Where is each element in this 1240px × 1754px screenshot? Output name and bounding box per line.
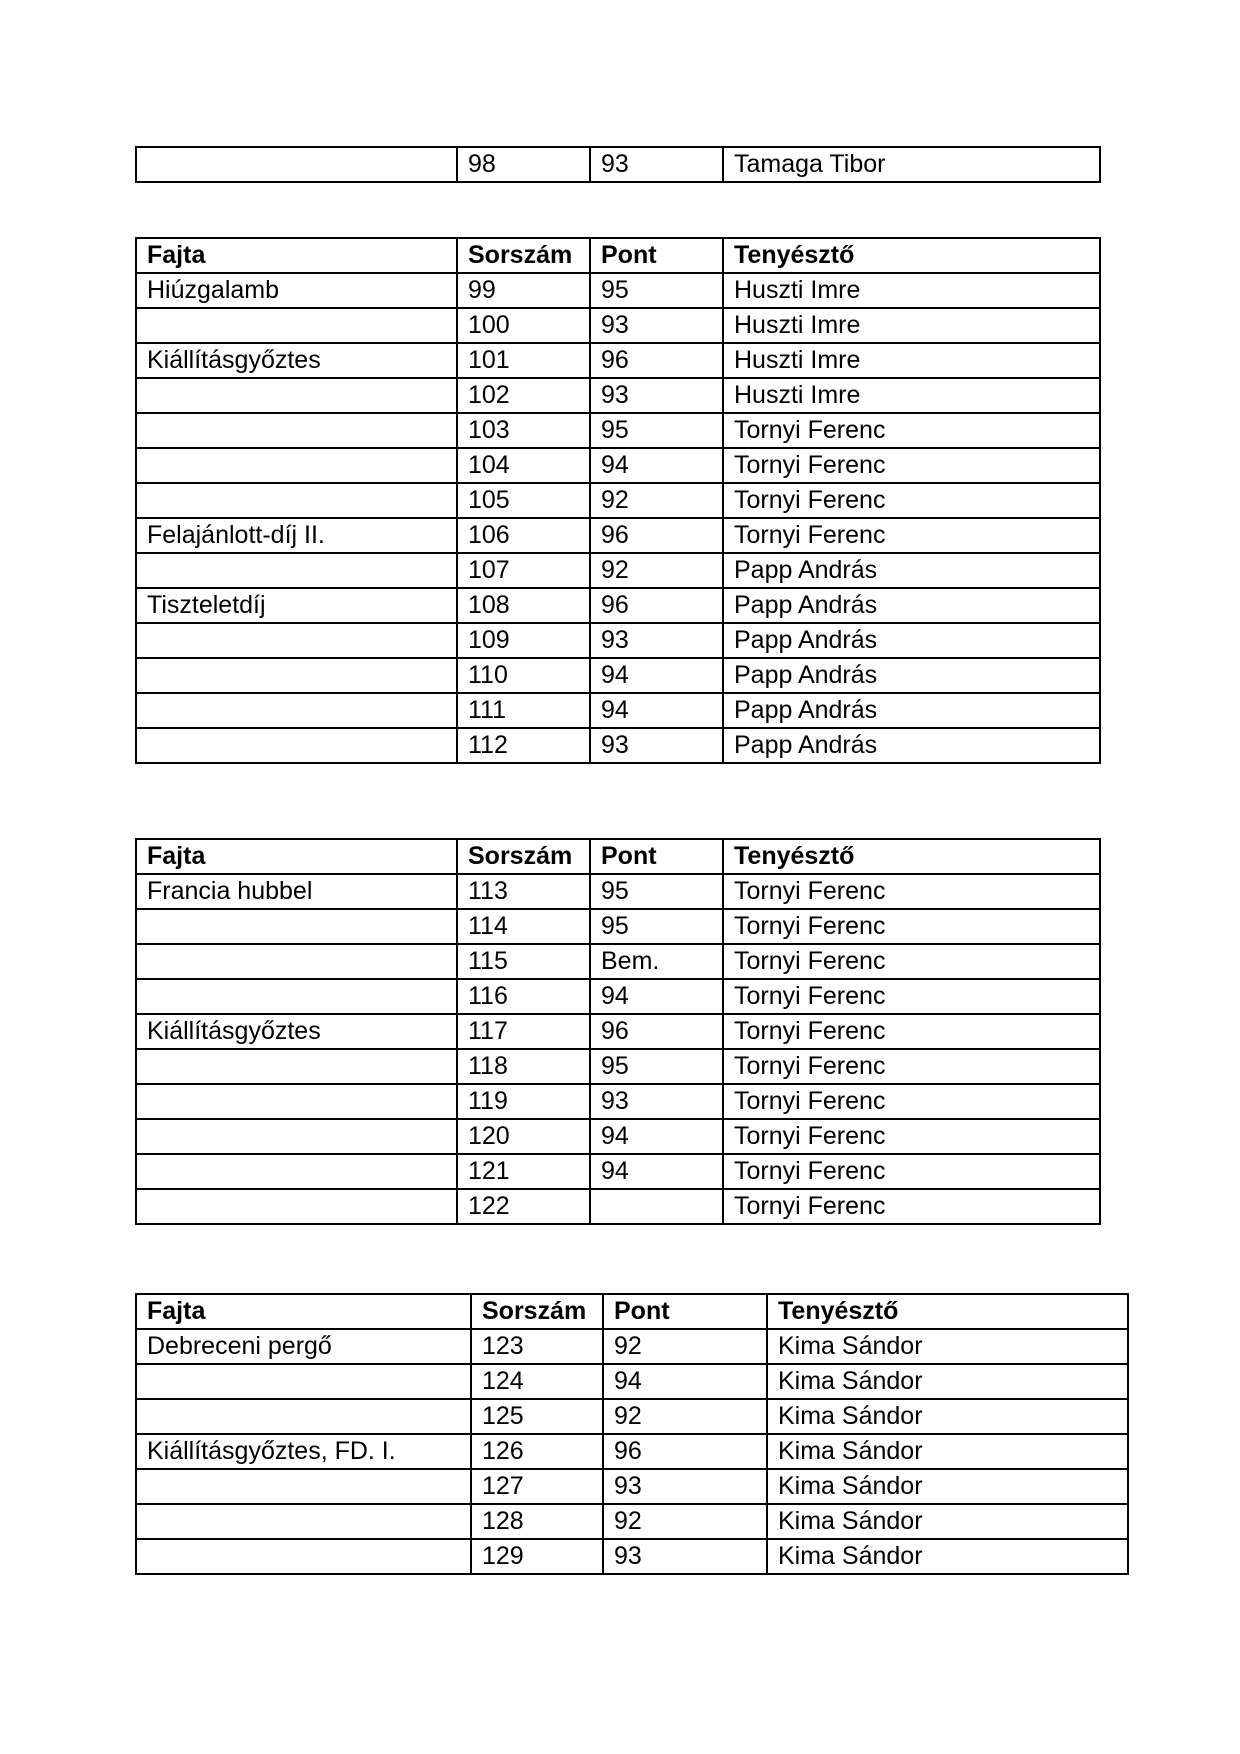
breed-header: Fajta [136, 839, 457, 874]
breeder-cell: Tamaga Tibor [723, 147, 1100, 182]
table-row [136, 1504, 1128, 1539]
points-cell: 92 [590, 483, 723, 518]
table-row [136, 518, 1100, 553]
table-row [136, 623, 1100, 658]
breed-cell [136, 1504, 471, 1539]
number-cell: 99 [457, 273, 590, 308]
breeder-cell: Tornyi Ferenc [723, 448, 1100, 483]
breeder-header: Tenyésztő [767, 1294, 1128, 1329]
breeder-cell: Tornyi Ferenc [723, 1049, 1100, 1084]
points-header: Pont [603, 1294, 767, 1329]
breeder-cell: Tornyi Ferenc [723, 944, 1100, 979]
table-row [136, 1189, 1100, 1224]
points-cell: 96 [590, 588, 723, 623]
points-cell: 92 [603, 1504, 767, 1539]
points-cell: 94 [590, 1154, 723, 1189]
table-row [136, 378, 1100, 413]
breeder-cell: Papp András [723, 728, 1100, 763]
number-cell: 114 [457, 909, 590, 944]
table-row [136, 944, 1100, 979]
points-cell: 95 [590, 1049, 723, 1084]
breeder-cell: Huszti Imre [723, 343, 1100, 378]
number-cell: 113 [457, 874, 590, 909]
points-cell: 95 [590, 273, 723, 308]
number-cell: 125 [471, 1399, 603, 1434]
number-cell: 115 [457, 944, 590, 979]
points-cell: 94 [590, 1119, 723, 1154]
number-cell: 117 [457, 1014, 590, 1049]
breed-cell [136, 147, 457, 182]
number-cell: 101 [457, 343, 590, 378]
breeder-cell: Kima Sándor [767, 1364, 1128, 1399]
points-cell: 93 [590, 623, 723, 658]
points-cell: 93 [603, 1469, 767, 1504]
breeder-cell: Tornyi Ferenc [723, 1119, 1100, 1154]
breeder-cell: Kima Sándor [767, 1504, 1128, 1539]
number-cell: 123 [471, 1329, 603, 1364]
breed-cell: Kiállításgyőztes [136, 1014, 457, 1049]
table-row [136, 588, 1100, 623]
breed-header: Fajta [136, 1294, 471, 1329]
breed-cell [136, 1539, 471, 1574]
breeder-cell: Papp András [723, 623, 1100, 658]
number-cell: 108 [457, 588, 590, 623]
table-row [136, 728, 1100, 763]
breed-cell [136, 553, 457, 588]
table-row [136, 1539, 1128, 1574]
results-table-2 [135, 237, 1101, 764]
number-header: Sorszám [457, 238, 590, 273]
breeder-header: Tenyésztő [723, 238, 1100, 273]
breed-cell [136, 909, 457, 944]
breeder-cell: Papp András [723, 553, 1100, 588]
number-cell: 103 [457, 413, 590, 448]
table-row [136, 553, 1100, 588]
breed-cell: Kiállításgyőztes [136, 343, 457, 378]
points-cell: 95 [590, 413, 723, 448]
number-cell: 122 [457, 1189, 590, 1224]
number-cell: 106 [457, 518, 590, 553]
breed-cell [136, 1119, 457, 1154]
results-table-1 [135, 146, 1101, 183]
table-row [136, 1469, 1128, 1504]
breed-cell [136, 1399, 471, 1434]
table-row [136, 343, 1100, 378]
table-header-row [136, 1294, 1128, 1329]
table-row [136, 147, 1100, 182]
breed-cell [136, 658, 457, 693]
points-cell: 96 [590, 343, 723, 378]
number-cell: 100 [457, 308, 590, 343]
table-row [136, 979, 1100, 1014]
table-row [136, 308, 1100, 343]
points-cell: 94 [590, 658, 723, 693]
table-row [136, 1084, 1100, 1119]
number-header: Sorszám [457, 839, 590, 874]
results-table-4 [135, 1293, 1129, 1575]
points-cell: Bem. [590, 944, 723, 979]
points-cell: 96 [590, 518, 723, 553]
points-cell [590, 1189, 723, 1224]
breeder-cell: Kima Sándor [767, 1539, 1128, 1574]
breed-header: Fajta [136, 238, 457, 273]
table-row [136, 1329, 1128, 1364]
points-cell: 95 [590, 909, 723, 944]
breeder-cell: Kima Sándor [767, 1399, 1128, 1434]
breeder-cell: Huszti Imre [723, 273, 1100, 308]
points-cell: 94 [590, 979, 723, 1014]
table-row [136, 448, 1100, 483]
breed-cell [136, 483, 457, 518]
breed-cell [136, 448, 457, 483]
points-cell: 93 [603, 1539, 767, 1574]
breed-cell: Felajánlott-díj II. [136, 518, 457, 553]
number-cell: 110 [457, 658, 590, 693]
points-header: Pont [590, 238, 723, 273]
table-row [136, 1014, 1100, 1049]
number-cell: 98 [457, 147, 590, 182]
points-cell: 93 [590, 728, 723, 763]
number-cell: 127 [471, 1469, 603, 1504]
breeder-cell: Huszti Imre [723, 378, 1100, 413]
number-cell: 129 [471, 1539, 603, 1574]
breeder-header: Tenyésztő [723, 839, 1100, 874]
breeder-cell: Tornyi Ferenc [723, 483, 1100, 518]
points-cell: 93 [590, 147, 723, 182]
breed-cell [136, 413, 457, 448]
breed-cell [136, 308, 457, 343]
breeder-cell: Kima Sándor [767, 1329, 1128, 1364]
points-cell: 95 [590, 874, 723, 909]
number-cell: 105 [457, 483, 590, 518]
number-cell: 107 [457, 553, 590, 588]
breed-cell: Debreceni pergő [136, 1329, 471, 1364]
points-cell: 92 [603, 1399, 767, 1434]
breed-cell [136, 378, 457, 413]
table-row [136, 1154, 1100, 1189]
points-cell: 93 [590, 1084, 723, 1119]
breeder-cell: Kima Sándor [767, 1469, 1128, 1504]
points-cell: 96 [603, 1434, 767, 1469]
breeder-cell: Tornyi Ferenc [723, 874, 1100, 909]
breeder-cell: Tornyi Ferenc [723, 1154, 1100, 1189]
breeder-cell: Tornyi Ferenc [723, 979, 1100, 1014]
points-cell: 94 [590, 448, 723, 483]
table-row [136, 909, 1100, 944]
breed-cell: Kiállításgyőztes, FD. I. [136, 1434, 471, 1469]
table-row [136, 693, 1100, 728]
table-row [136, 1399, 1128, 1434]
table-row [136, 413, 1100, 448]
number-cell: 116 [457, 979, 590, 1014]
number-cell: 104 [457, 448, 590, 483]
breeder-cell: Tornyi Ferenc [723, 909, 1100, 944]
table-row [136, 1434, 1128, 1469]
breeder-cell: Tornyi Ferenc [723, 518, 1100, 553]
breeder-cell: Tornyi Ferenc [723, 1014, 1100, 1049]
number-cell: 118 [457, 1049, 590, 1084]
table-row [136, 273, 1100, 308]
points-cell: 93 [590, 308, 723, 343]
points-cell: 94 [590, 693, 723, 728]
breeder-cell: Tornyi Ferenc [723, 1084, 1100, 1119]
number-cell: 112 [457, 728, 590, 763]
breeder-cell: Tornyi Ferenc [723, 413, 1100, 448]
points-cell: 93 [590, 378, 723, 413]
table-row [136, 658, 1100, 693]
breed-cell [136, 1049, 457, 1084]
breed-cell [136, 1154, 457, 1189]
results-table-3 [135, 838, 1101, 1225]
number-cell: 124 [471, 1364, 603, 1399]
number-cell: 119 [457, 1084, 590, 1119]
breed-cell [136, 979, 457, 1014]
points-cell: 94 [603, 1364, 767, 1399]
number-cell: 102 [457, 378, 590, 413]
breed-cell [136, 1084, 457, 1119]
table-row [136, 1364, 1128, 1399]
table-row [136, 1119, 1100, 1154]
table-row [136, 1049, 1100, 1084]
number-cell: 120 [457, 1119, 590, 1154]
breeder-cell: Tornyi Ferenc [723, 1189, 1100, 1224]
breed-cell [136, 623, 457, 658]
breed-cell [136, 944, 457, 979]
table-header-row [136, 839, 1100, 874]
breeder-cell: Kima Sándor [767, 1434, 1128, 1469]
number-cell: 126 [471, 1434, 603, 1469]
points-header: Pont [590, 839, 723, 874]
points-cell: 92 [590, 553, 723, 588]
points-cell: 92 [603, 1329, 767, 1364]
number-cell: 128 [471, 1504, 603, 1539]
breed-cell: Tiszteletdíj [136, 588, 457, 623]
breeder-cell: Papp András [723, 693, 1100, 728]
table-row [136, 874, 1100, 909]
number-cell: 121 [457, 1154, 590, 1189]
breeder-cell: Papp András [723, 588, 1100, 623]
number-cell: 111 [457, 693, 590, 728]
table-row [136, 483, 1100, 518]
number-header: Sorszám [471, 1294, 603, 1329]
number-cell: 109 [457, 623, 590, 658]
breed-cell [136, 1469, 471, 1504]
points-cell: 96 [590, 1014, 723, 1049]
breeder-cell: Huszti Imre [723, 308, 1100, 343]
breed-cell [136, 1364, 471, 1399]
breed-cell: Hiúzgalamb [136, 273, 457, 308]
breed-cell [136, 1189, 457, 1224]
breed-cell: Francia hubbel [136, 874, 457, 909]
breed-cell [136, 693, 457, 728]
breed-cell [136, 728, 457, 763]
breeder-cell: Papp András [723, 658, 1100, 693]
table-header-row [136, 238, 1100, 273]
